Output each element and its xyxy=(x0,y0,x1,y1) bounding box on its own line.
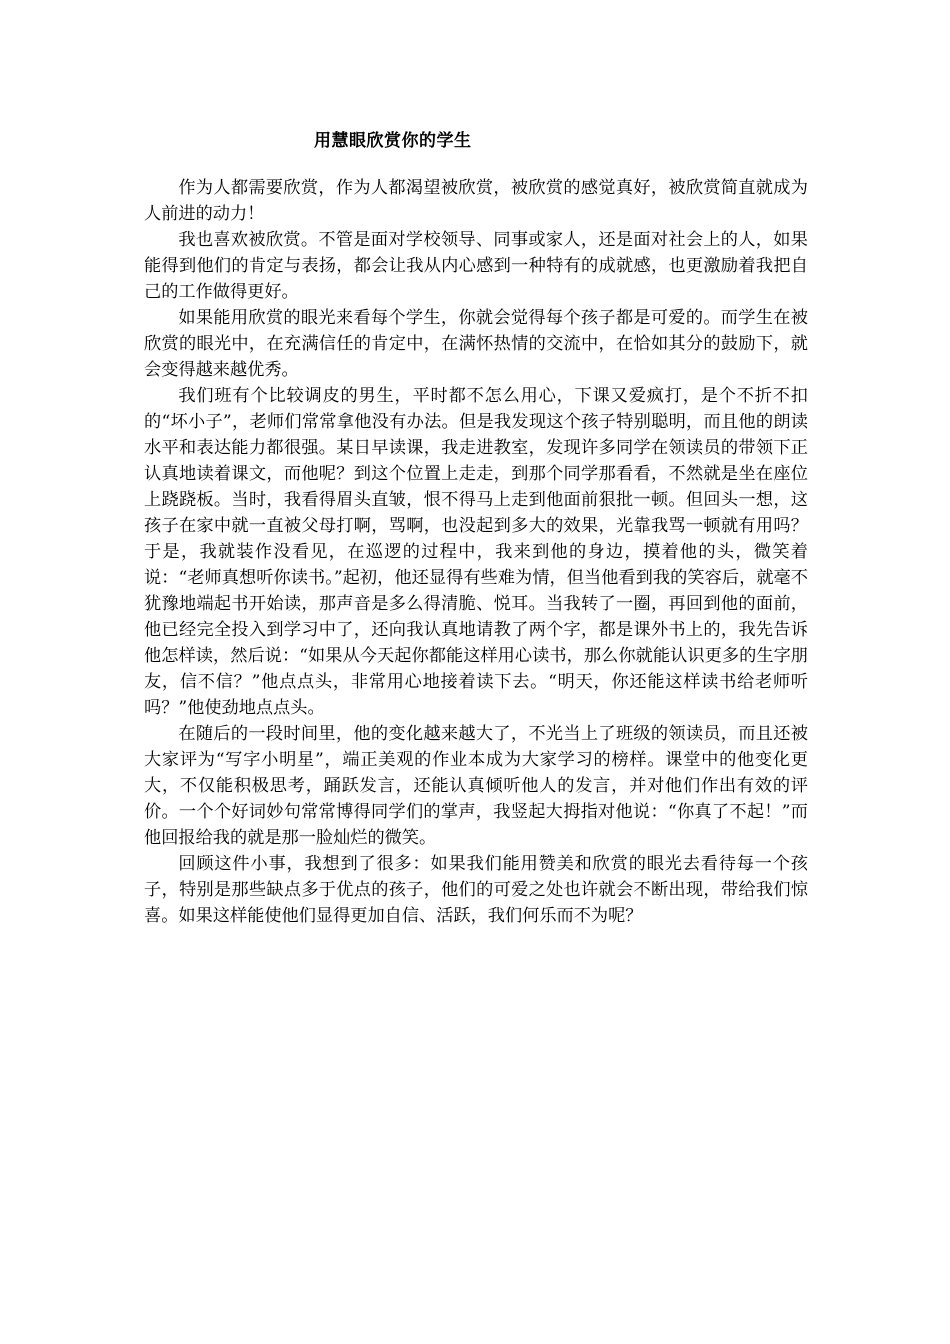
paragraph-4: 我们班有个比较调皮的男生，平时都不怎么用心，下课又爱疯打，是个不折不扣的“坏小子”，老师们常常拿他没有办法。但是我发现这个孩子特别聪明，而且他的朗读水平和表达能力都很强。某日早读课，我走进教室，发现许多同学在领读员的带领下正认真地读着课文，而他呢？到这个位置上走走，到那个同学那看看，不然就是坐在座位上跷跷板。当时，我看得眉头直皱，恨不得马上走到他面前狠批一顿。但回头一想，这孩子在家中就一直被父母打啊，骂啊，也没起到多大的效果，光靠我骂一顿就有用吗？于是，我就装作没看见，在巡逻的过程中，我来到他的身边，摸着他的头，微笑着说：“老师真想听你读书。”起初，他还显得有些难为情，但当他看到我的笑容后，就毫不犹豫地端起书开始读，那声音是多么得清脆、悦耳。当我转了一圈，再回到他的面前，他已经完全投入到学习中了，还向我认真地请教了两个字，都是课外书上的，我先告诉他怎样读，然后说：“如果从今天起你都能这样用心读书，那么你就能认识更多的生字朋友，信不信？”他点点头，非常用心地接着读下去。“明天，你还能这样读书给老师听吗？”他使劲地点点头。 xyxy=(144,386,808,718)
document-body xyxy=(144,175,808,929)
paragraph-6: 回顾这件小事，我想到了很多：如果我们能用赞美和欣赏的眼光去看待每一个孩子，特别是那些缺点多于优点的孩子，他们的可爱之处也许就会不断出现，带给我们惊喜。如果这样能使他们显得更加自信、活跃，我们何乐而不为呢？ xyxy=(144,854,808,926)
paragraph-3: 如果能用欣赏的眼光来看每个学生，你就会觉得每个孩子都是可爱的。而学生在被欣赏的眼光中，在充满信任的肯定中，在满怀热情的交流中，在恰如其分的鼓励下，就会变得越来越优秀。 xyxy=(144,308,808,380)
document-title: 用慧眼欣赏你的学生 xyxy=(314,131,472,151)
paragraph-2: 我也喜欢被欣赏。不管是面对学校领导、同事或家人，还是面对社会上的人，如果能得到他们的肯定与表扬，都会让我从内心感到一种特有的成就感，也更激励着我把自己的工作做得更好。 xyxy=(144,230,808,302)
paragraph-1: 作为人都需要欣赏，作为人都渴望被欣赏，被欣赏的感觉真好，被欣赏简直就成为人前进的动力！ xyxy=(144,178,808,224)
paragraph-5: 在随后的一段时间里，他的变化越来越大了，不光当上了班级的领读员，而且还被大家评为“写字小明星”，端正美观的作业本成为大家学习的榜样。课堂中的他变化更大，不仅能积极思考，踊跃发言，还能认真倾听他人的发言，并对他们作出有效的评价。一个个好词妙句常常博得同学们的掌声，我竖起大拇指对他说：“你真了不起！”而他回报给我的就是那一脸灿烂的微笑。 xyxy=(144,724,808,848)
